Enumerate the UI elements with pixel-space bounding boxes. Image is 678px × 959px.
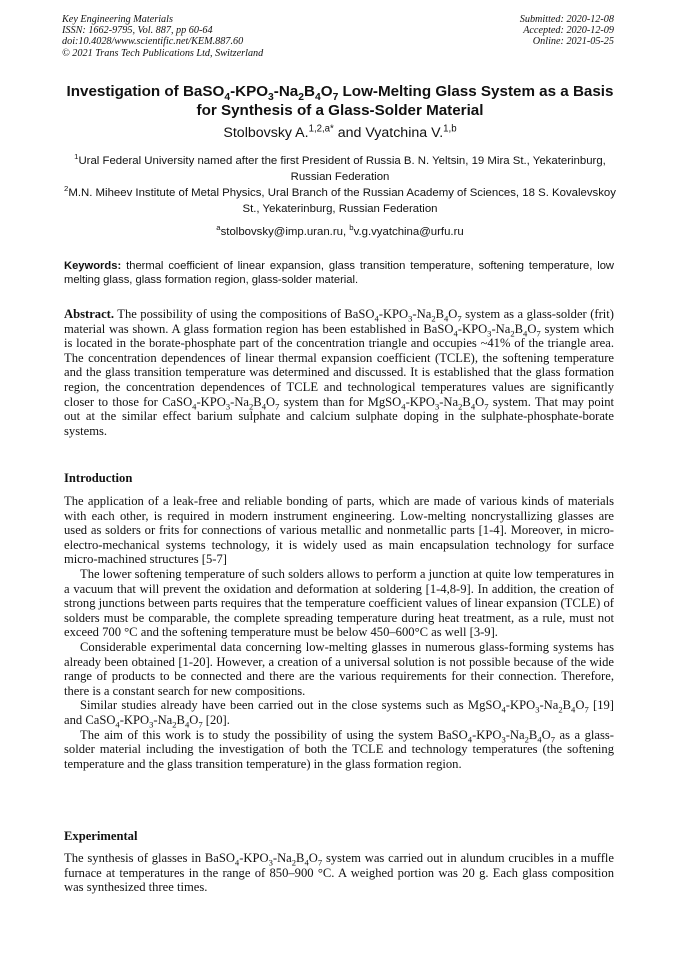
author-2: Vyatchina V. bbox=[365, 125, 444, 141]
issn-line: ISSN: 1662-9795, Vol. 887, pp 60-64 bbox=[62, 25, 213, 37]
accepted-date: Accepted: 2020-12-09 bbox=[523, 25, 614, 37]
dates-header bbox=[520, 14, 614, 48]
author-list: Stolbovsky A.$^{1,2,a*}$ and Vyatchina V.$^{1,b}$ bbox=[223, 123, 457, 141]
doi-line: doi:10.4028/www.scientific.net/KEM.887.60 bbox=[62, 36, 244, 48]
journal-name: Key Engineering Materials bbox=[62, 14, 173, 25]
paper-title: Investigation of $BaSO_4-KPO_3-Na_2B_4O_7$ Low-Melting Glass System as a Basis for Synthesis of a Glass-Solder Material bbox=[66, 83, 614, 119]
copyright-line: © 2021 Trans Tech Publications Ltd, Switzerland bbox=[62, 47, 264, 59]
section-heading-experimental: Experimental bbox=[64, 829, 138, 843]
experimental-section: The synthesis of glasses in $BaSO_4-KPO_3-Na_2B_4O_7$ system was carried out in alundum crucibles in a muffle furnace at temperatures in the range of 850–900 °C. A weighed portion was 20 g. Each glass composition was synthesized three times. bbox=[64, 851, 614, 895]
affiliation-1: $^1$Ural Federal University named after the first President of Russia B. N. Yeltsin, 19 Mira St., Yekaterinburg, Russian Federation bbox=[74, 152, 606, 183]
intro-paragraph-2: The lower softening temperature of such solders allows to perform a junction at quite low temperatures in a vacuum that will prevent the oxidation and deformation at soldering [1-4,8-9]. In addition, the creation of strong junctions between parts requires that the temperature coefficient values of linear expansion (TCLE) of solders must be comparable, the complete spreading temperature during heat treatment, as a rule, must not exceed 700 °C and the softening temperature must be below 450–600°C as well [3-9]. bbox=[64, 566, 614, 640]
journal-header bbox=[62, 14, 263, 59]
intro-paragraph-4: Similar studies already have been carried out in the close systems such as $MgSO_4-KPO_3-Na_2B_4O_7$ [19] and $CaSO_4-KPO_3-Na_2B_4O_7$ [20]. bbox=[64, 698, 614, 730]
keywords-label: Keywords: bbox=[64, 260, 122, 272]
affiliation-2: $^2$M.N. Miheev Institute of Metal Physics, Ural Branch of the Russian Academy of Sciences, 18 S. Kovalevskoy St., Yekaterinburg, Russian Federation bbox=[64, 184, 616, 215]
online-date: Online: 2021-05-25 bbox=[532, 36, 614, 48]
introduction-section bbox=[64, 494, 614, 771]
author-1: Stolbovsky A. bbox=[223, 125, 309, 141]
author-emails: $^a$stolbovsky@imp.uran.ru, $^b$v.g.vyatchina@urfu.ru bbox=[216, 223, 464, 238]
section-heading-introduction: Introduction bbox=[64, 471, 133, 485]
intro-paragraph-3: Considerable experimental data concerning low-melting glasses in numerous glass-forming systems has already been obtained [1-20]. However, a creation of a universal solution is not possible because of the wide range of products to be connected and there are the various requirements for their connection. Therefore, there is a constant search for new compositions. bbox=[64, 639, 614, 698]
keywords: Keywords: thermal coefficient of linear expansion, glass transition temperature, softening temperature, low melting glass, glass formation region, glass-solder material. bbox=[64, 260, 614, 287]
abstract-label: Abstract. bbox=[64, 307, 115, 321]
abstract: Abstract. The possibility of using the compositions of $BaSO_4-KPO_3-Na_2B_4O_7$ system as a glass-solder (frit) material was shown. A glass formation region has been established in $BaSO_4-KPO_3-Na_2B_4O_7$ system which is located in the borate-phosphate part of the concentration triangle and occupies ~41% of the triangle area. The concentration dependences of linear thermal expansion coefficient (TCLE), the softening temperature and the glass transition temperature was determined and discussed. It is established that the glass formation region, the concentration dependences of TCLE and technological temperatures values are significantly closer to those for $CaSO_4-KPO_3-Na_2B_4O_7$ system than for $MgSO_4-KPO_3-Na_2B_4O_7$ system. That may point out at the similar effect barium sulphate and calcium sulphate doping in the sulphate-phosphate-borate systems. bbox=[64, 307, 615, 438]
intro-paragraph-1: The application of a leak-free and reliable bonding of parts, which are made of various kinds of materials with each other, is required in modern instrument engineering. Low-melting noncrystallizing glasses are used as solders or frits for connections of various metallic and nonmetallic parts [1-4]. Moreover, in micro-electro-mechanical systems technology, it is widely used as main encapsulation technology for surface micro-machined structures [5-7] bbox=[64, 494, 614, 567]
intro-paragraph-5: The aim of this work is to study the possibility of using the system $BaSO_4-KPO_3-Na_2B_4O_7$ as a glass-solder material including the investigation of both the TCLE and technology temperatures (the softening temperature and the glass transition temperature) in the glass formation region. bbox=[64, 727, 614, 771]
submitted-date: Submitted: 2020-12-08 bbox=[519, 14, 614, 25]
